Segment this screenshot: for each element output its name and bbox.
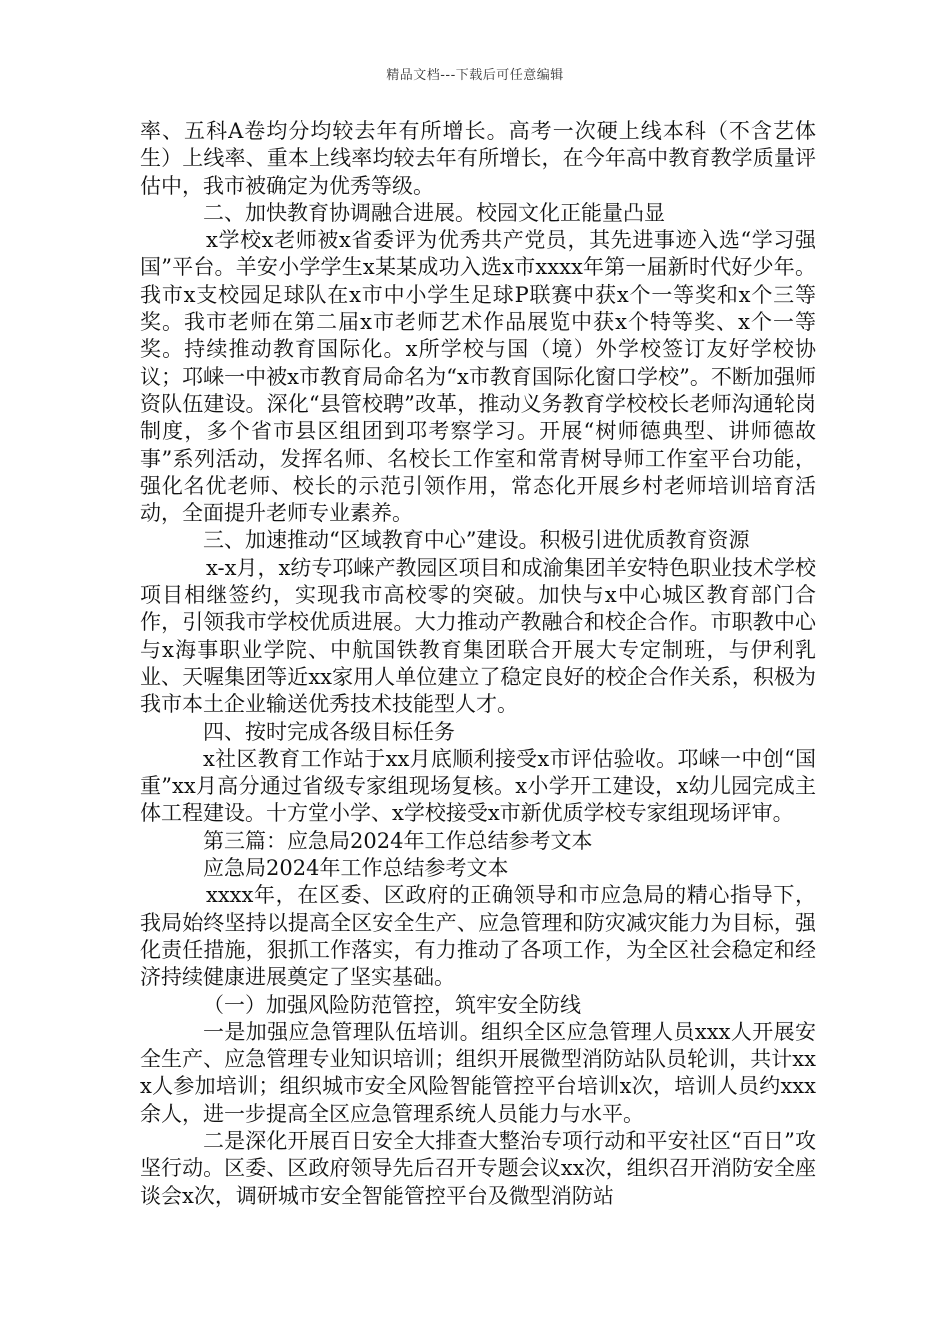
paragraph-section-2: x学校x老师被x省委评为优秀共产党员，其先进事迹入选“学习强国”平台。羊安小学学生x某某成功入选x市xxxx年第一届新时代好少年。我市x支校园足球队在x市中小学生足球P联赛中获x个一等奖和x个三等奖。我市老师在第二届x市老师艺术作品展览中获x个特等奖、x个一等奖。持续推动教育国际化。x所学校与国（境）外学校签订友好学校协议；邛崃一中被x市教育局命名为“x市教育国际化窗口学校”。不断加强师资队伍建设。深化“县管校聘”改革，推动义务教育学校校长老师沟通轮岗制度，多个省市县区组团到邛考察学习。开展“树师德典型、讲师德故事”系列活动，发挥名师、名校长工作室和常青树导师工作室平台功能，强化名优老师、校长的示范引领作用，常态化开展乡村老师培训培育活动，全面提升老师专业素养。 — [140, 228, 816, 526]
document-title: 应急局2024年工作总结参考文本 — [203, 856, 509, 881]
paragraph-section-4: x社区教育工作站于xx月底顺利接受x市评估验收。邛崃一中创“国重”xx月高分通过省级专家组现场复核。x小学开工建设，x幼儿园完成主体工程建设。十方堂小学、x学校接受x市新优质学校专家组现场评审。 — [140, 746, 816, 826]
heading-section-4: 四、按时完成各级目标任务 — [203, 719, 455, 744]
heading-section-2: 二、加快教育协调融合进展。校园文化正能量凸显 — [203, 200, 665, 225]
document-body — [140, 118, 816, 1210]
heading-section-3: 三、加速推动“区域教育中心”建设。积极引进优质教育资源 — [203, 528, 750, 553]
paragraph-intro: xxxx年，在区委、区政府的正确领导和市应急局的精心指导下，我局始终坚持以提高全区安全生产、应急管理和防灾减灾能力为目标，强化责任措施，狠抓工作落实，有力推动了各项工作，为全区社会稳定和经济持续健康进展奠定了坚实基础。 — [140, 883, 816, 990]
heading-part-3: 第三篇：应急局2024年工作总结参考文本 — [203, 828, 593, 853]
paragraph-section-3: x-x月，x纺专邛崃产教园区项目和成渝集团羊安特色职业技术学校项目相继签约，实现我市高校零的突破。加快与x中心城区教育部门合作，引领我市学校优质进展。大力推动产教融合和校企合作。市职教中心与x海事职业学院、中航国铁教育集团联合开展大专定制班，与伊利乳业、天喔集团等近xx家用人单位建立了稳定良好的校企合作关系，积极为我市本土企业输送优秀技术技能型人才。 — [140, 555, 816, 717]
paragraph-item-1: 一是加强应急管理队伍培训。组织全区应急管理人员xxx人开展安全生产、应急管理专业知识培训；组织开展微型消防站队员轮训，共计xxx人参加培训；组织城市安全风险智能管控平台培训x次，培训人员约xxx余人，进一步提高全区应急管理系统人员能力与水平。 — [140, 1019, 816, 1126]
heading-item-1: （一）加强风险防范管控，筑牢安全防线 — [203, 992, 581, 1017]
paragraph-item-2: 二是深化开展百日安全大排查大整治专项行动和平安社区“百日”攻坚行动。区委、区政府领导先后召开专题会议xx次，组织召开消防安全座谈会x次，调研城市安全智能管控平台及微型消防站 — [140, 1128, 816, 1208]
paragraph-1: 率、五科A卷均分均较去年有所增长。高考一次硬上线本科（不含艺体生）上线率、重本上线率均较去年有所增长，在今年高中教育教学质量评估中，我市被确定为优秀等级。 — [140, 119, 816, 198]
page-header: 精品文档---下载后可任意编辑 — [386, 68, 564, 83]
